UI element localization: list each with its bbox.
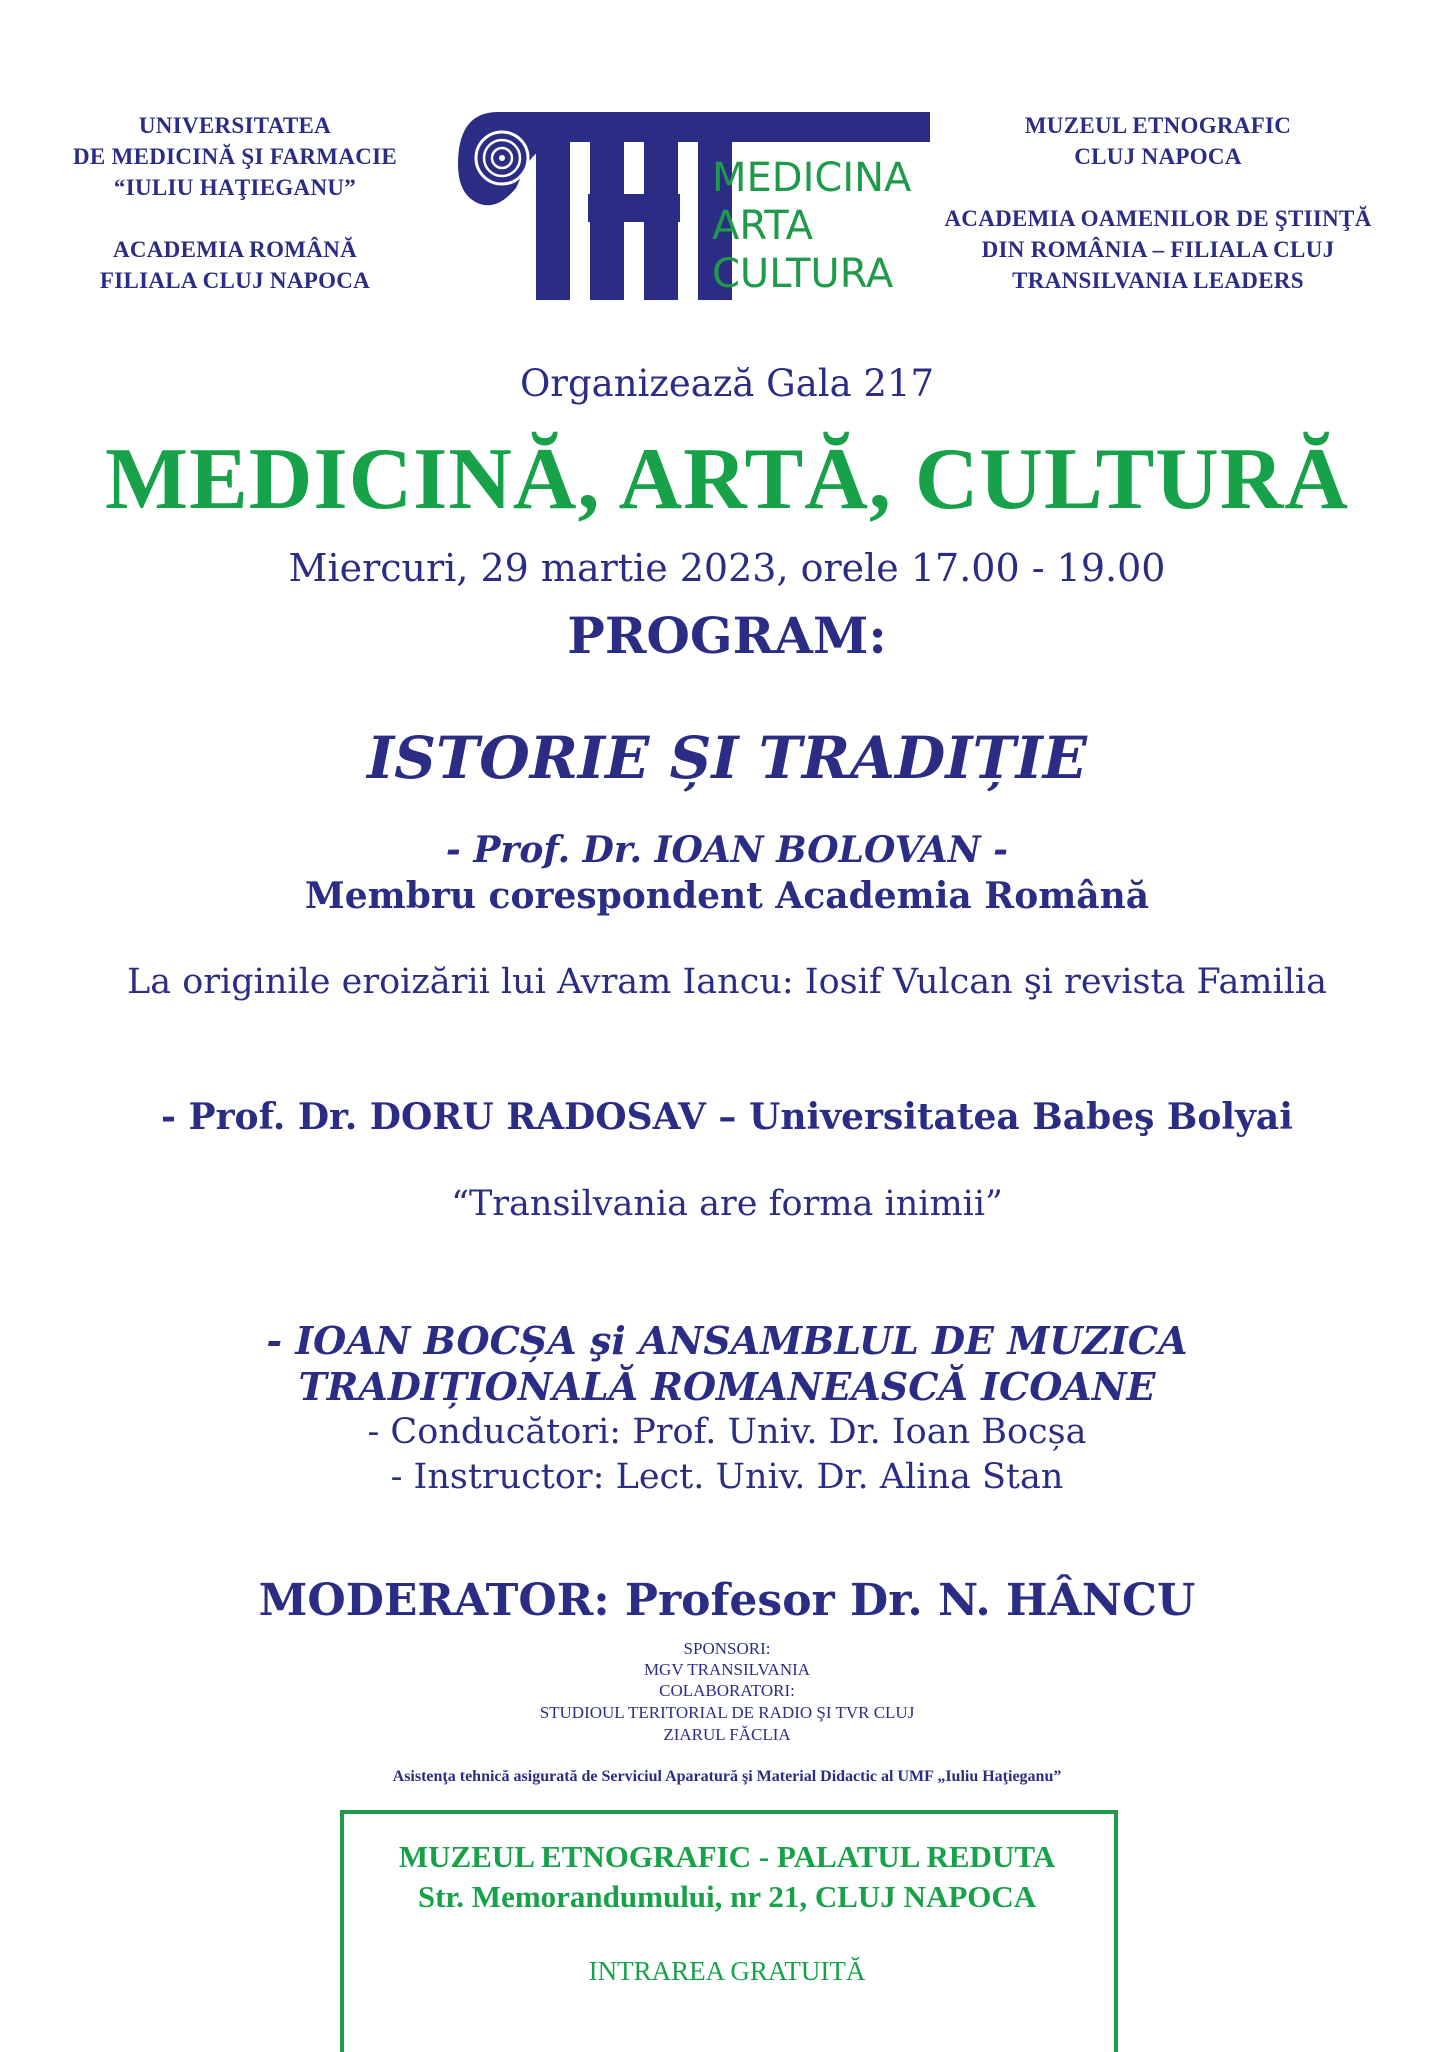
header-left-line: UNIVERSITATEA xyxy=(138,113,332,138)
speaker-2-name: - Prof. Dr. DORU RADOSAV – Universitatea Babeş Bolyai xyxy=(161,1096,1293,1138)
free-entry: INTRAREA GRATUITĂ xyxy=(588,1956,866,1986)
theme-heading: ISTORIE ȘI TRADIȚIE xyxy=(367,724,1087,792)
header-left-line: FILIALA CLUJ NAPOCA xyxy=(99,268,371,293)
intro-text: Organizează Gala 217 xyxy=(519,362,935,405)
speaker-1-talk: La originile eroizării lui Avram Iancu: Iosif Vulcan şi revista Familia xyxy=(127,962,1327,1002)
event-date: Miercuri, 29 martie 2023, orele 17.00 - 19.00 xyxy=(288,546,1166,590)
collaborators-label: COLABORATORI: xyxy=(659,1681,795,1700)
header-right-line: DIN ROMÂNIA – FILIALA CLUJ xyxy=(981,237,1335,262)
sponsor-name: MGV TRANSILVANIA xyxy=(643,1660,811,1679)
technical-assistance: Asistenţa tehnică asigurată de Serviciul Aparatură şi Material Didactic al UMF „Iuliu Haţieganu” xyxy=(392,1768,1062,1785)
program-label: PROGRAM: xyxy=(567,606,887,665)
speaker-3-line-1: - IOAN BOCȘA şi ANSAMBLUL DE MUZICA xyxy=(266,1318,1188,1363)
speaker-1-role: Membru corespondent Academia Română xyxy=(304,875,1150,917)
header-left-line: “IULIU HAŢIEGANU” xyxy=(113,175,357,200)
venue-name: MUZEUL ETNOGRAFIC - PALATUL REDUTA xyxy=(398,1839,1056,1874)
header-right-line: CLUJ NAPOCA xyxy=(1074,144,1242,169)
logo-word: MEDICINA xyxy=(712,155,912,201)
event-title: MEDICINĂ, ARTĂ, CULTURĂ xyxy=(105,431,1349,528)
header-left-line: ACADEMIA ROMÂNĂ xyxy=(112,237,358,262)
logo-word: CULTURA xyxy=(712,251,894,297)
speaker-2-talk: “Transilvania are forma inimii” xyxy=(451,1184,1003,1224)
speaker-1-name: - Prof. Dr. IOAN BOLOVAN - xyxy=(445,829,1009,871)
collaborator-name: ZIARUL FĂCLIA xyxy=(663,1725,791,1744)
header-right-line: TRANSILVANIA LEADERS xyxy=(1012,268,1304,293)
logo xyxy=(458,112,938,302)
header-left-line: DE MEDICINĂ ŞI FARMACIE xyxy=(72,144,397,169)
logo-words xyxy=(712,154,911,298)
speaker-3-instructor: - Instructor: Lect. Univ. Dr. Alina Stan xyxy=(390,1457,1064,1497)
logo-word: ARTA xyxy=(712,203,813,249)
collaborator-name: STUDIOUL TERITORIAL DE RADIO ŞI TVR CLUJ xyxy=(539,1703,915,1722)
sponsors-label: SPONSORI: xyxy=(683,1639,771,1658)
venue-address: Str. Memorandumului, nr 21, CLUJ NAPOCA xyxy=(417,1879,1037,1914)
header-right-institutions xyxy=(908,110,1408,296)
header-right-line: MUZEUL ETNOGRAFIC xyxy=(1024,113,1292,138)
header-right-line: ACADEMIA OAMENILOR DE ŞTIINŢĂ xyxy=(944,206,1372,231)
moderator: MODERATOR: Profesor Dr. N. HÂNCU xyxy=(258,1575,1196,1626)
speaker-3-leaders: - Conducători: Prof. Univ. Dr. Ioan Bocșa xyxy=(367,1412,1087,1452)
speaker-3-line-2: TRADIȚIONALĂ ROMANEASCĂ ICOANE xyxy=(298,1364,1156,1409)
header-left-institutions xyxy=(40,110,430,296)
